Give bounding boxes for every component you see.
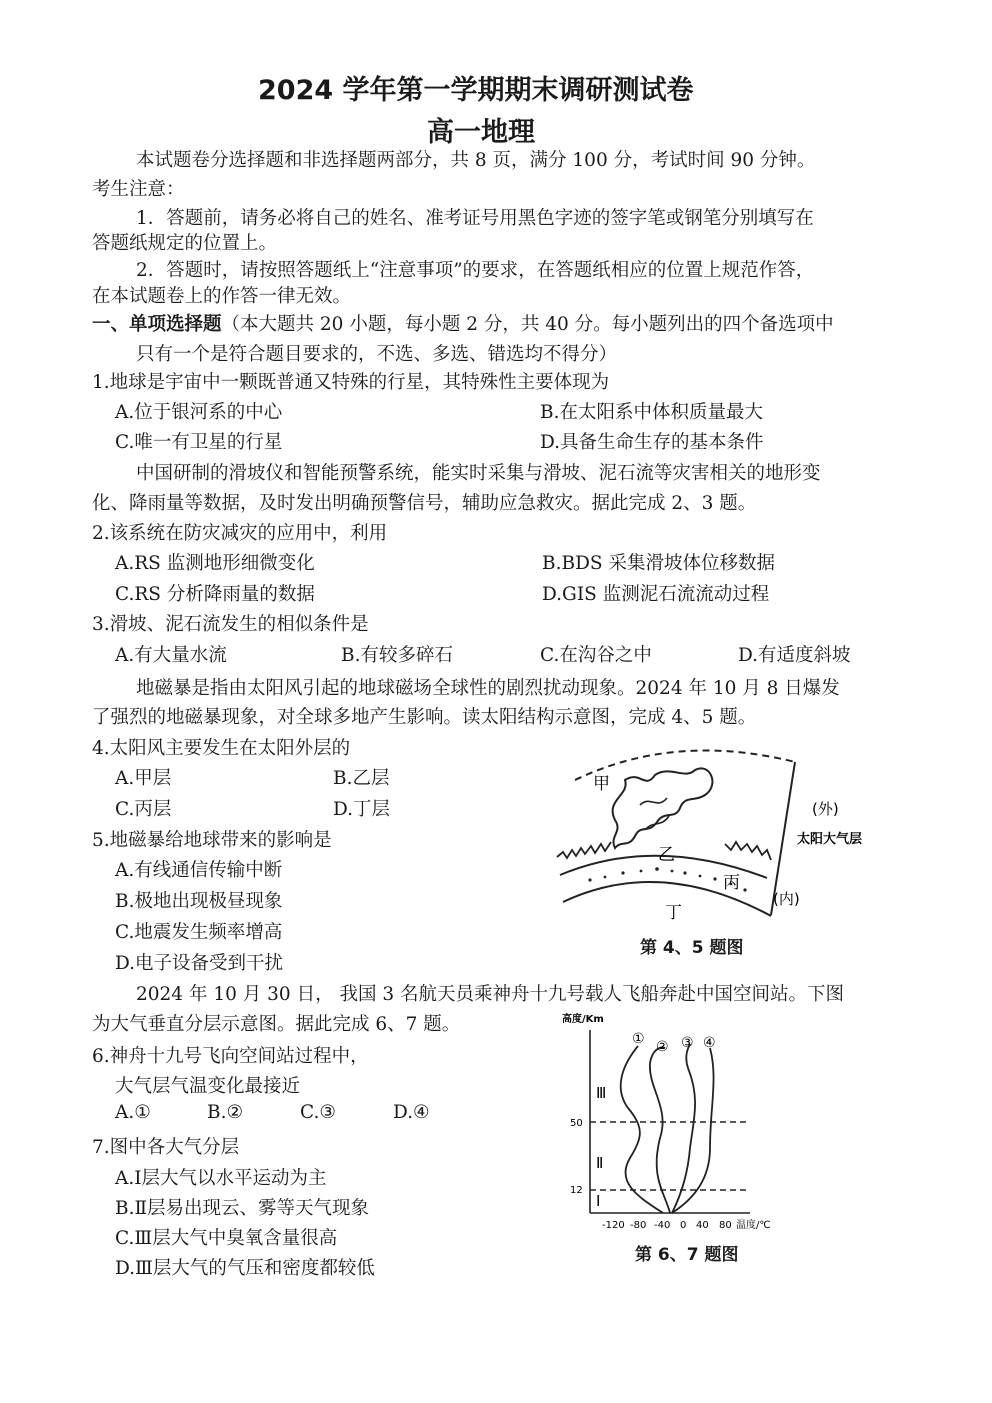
q5-stem: 5.地磁暴给地球带来的影响是 <box>92 830 332 851</box>
section-heading-line <box>92 310 834 336</box>
q7-option-c: C.Ⅲ层大气中臭氧含量很高 <box>115 1228 338 1249</box>
exam-subject: 高一地理 <box>427 117 535 148</box>
q2-stem: 2.该系统在防灾减灾的应用中，利用 <box>92 523 388 544</box>
layer-2-label: Ⅱ <box>596 1154 604 1172</box>
section-heading: 一、单项选择题 <box>92 314 222 335</box>
passage45-line2: 了强烈的地磁暴现象，对全球多地产生影响。读太阳结构示意图，完成 4、5 题。 <box>92 707 757 728</box>
notice-1a: 1．答题前，请务必将自己的姓名、准考证号用黑色字迹的签字笔或钢笔分别填写在 <box>136 208 814 229</box>
label-ding: 丁 <box>665 903 682 923</box>
q3-option-a: A.有大量水流 <box>115 645 227 666</box>
layer-1-label: Ⅰ <box>596 1192 601 1210</box>
q2-option-d: D.GIS 监测泥石流流动过程 <box>542 584 770 605</box>
notice-title: 考生注意： <box>92 179 185 200</box>
notice-1b: 答题纸规定的位置上。 <box>92 233 278 254</box>
label-atmosphere: 太阳大气层 <box>797 832 863 847</box>
q3-option-c: C.在沟谷之中 <box>540 645 652 666</box>
y-tick-50: 50 <box>570 1118 583 1129</box>
passage23-line2: 化、降雨量等数据，及时发出明确预警信号，辅助应急救灾。据此完成 2、3 题。 <box>92 493 757 514</box>
q6-option-d: D.④ <box>393 1102 430 1123</box>
q5-option-b: B.极地出现极昼现象 <box>115 891 283 912</box>
label-bing: 丙 <box>723 873 740 893</box>
x-tick-80: 80 <box>719 1220 732 1231</box>
q3-stem: 3.滑坡、泥石流发生的相似条件是 <box>92 614 369 635</box>
label-yi: 乙 <box>658 845 675 865</box>
q6-stem-b: 大气层气温变化最接近 <box>115 1076 301 1097</box>
q4-stem: 4.太阳风主要发生在太阳外层的 <box>92 738 351 759</box>
q6-option-a: A.① <box>115 1102 151 1123</box>
figure67-caption: 第 6、7 题图 <box>635 1245 739 1265</box>
curve-2 <box>650 1048 670 1213</box>
q6-stem-a: 6.神舟十九号飞向空间站过程中， <box>92 1046 369 1067</box>
q7-stem: 7.图中各大气分层 <box>92 1137 240 1158</box>
q4-option-d: D.丁层 <box>333 799 391 820</box>
q7-option-a: A.Ⅰ层大气以水平运动为主 <box>115 1168 327 1189</box>
q2-option-c: C.RS 分析降雨量的数据 <box>115 584 315 605</box>
sun-structure-diagram <box>545 740 895 955</box>
label-jia: 甲 <box>593 774 610 794</box>
q3-option-d: D.有适度斜坡 <box>738 645 851 666</box>
q4-option-a: A.甲层 <box>115 768 172 789</box>
curve-label-2: ② <box>656 1039 669 1055</box>
passage45-line1: 地磁暴是指由太阳风引起的地球磁场全球性的剧烈扰动现象。2024 年 10 月 8 日爆发 <box>136 678 840 699</box>
passage67-line2: 为大气垂直分层示意图。据此完成 6、7 题。 <box>92 1014 461 1035</box>
curve-3 <box>672 1044 695 1213</box>
passage23-line1: 中国研制的滑坡仪和智能预警系统，能实时采集与滑坡、泥石流等灾害相关的地形变 <box>136 463 821 484</box>
notice-2b: 在本试题卷上的作答一律无效。 <box>92 286 352 307</box>
passage67-line1: 2024 年 10 月 30 日， 我国 3 名航天员乘神舟十九号载人飞船奔赴中国空间站。下图 <box>136 984 844 1005</box>
layer-3-label: Ⅲ <box>596 1084 607 1102</box>
q7-option-d: D.Ⅲ层大气的气压和密度都较低 <box>115 1258 375 1279</box>
q7-option-b: B.Ⅱ层易出现云、雾等天气现象 <box>115 1198 370 1219</box>
figure45-caption: 第 4、5 题图 <box>640 938 744 958</box>
q1-option-c: C.唯一有卫星的行星 <box>115 432 283 453</box>
y-tick-12: 12 <box>570 1185 583 1196</box>
section-desc-a: （本大题共 20 小题，每小题 2 分，共 40 分。每小题列出的四个备选项中 <box>221 314 834 335</box>
x-tick-neg80: -80 <box>630 1220 647 1231</box>
curve-label-1: ① <box>632 1031 645 1047</box>
x-tick-40: 40 <box>696 1220 709 1231</box>
section-desc-b: 只有一个是符合题目要求的，不选、多选、错选均不得分） <box>136 344 618 365</box>
x-axis-label: 温度/℃ <box>736 1220 771 1231</box>
y-axis-label: 高度/Km <box>562 1014 604 1025</box>
x-tick-0: 0 <box>680 1220 687 1231</box>
q5-option-d: D.电子设备受到干扰 <box>115 953 284 974</box>
q2-option-a: A.RS 监测地形细微变化 <box>115 553 315 574</box>
exam-title: 2024 学年第一学期期末调研测试卷 <box>258 75 694 106</box>
x-tick-neg120: -120 <box>602 1220 625 1231</box>
q1-option-b: B.在太阳系中体积质量最大 <box>540 402 763 423</box>
notice-2a: 2．答题时，请按照答题纸上“注意事项”的要求，在答题纸相应的位置上规范作答， <box>136 260 815 281</box>
q1-stem: 1.地球是宇宙中一颗既普通又特殊的行星，其特殊性主要体现为 <box>92 372 610 393</box>
q1-option-d: D.具备生命生存的基本条件 <box>540 432 764 453</box>
q5-option-c: C.地震发生频率增高 <box>115 922 283 943</box>
q2-option-b: B.BDS 采集滑坡体位移数据 <box>542 553 775 574</box>
q4-option-c: C.丙层 <box>115 799 172 820</box>
curve-label-4: ④ <box>703 1035 716 1051</box>
label-outer: (外) <box>812 800 839 818</box>
q4-option-b: B.乙层 <box>333 768 390 789</box>
prominence-shape <box>613 768 713 848</box>
q6-option-c: C.③ <box>300 1102 336 1123</box>
curve-1 <box>621 1046 663 1213</box>
q6-option-b: B.② <box>207 1102 244 1123</box>
q1-option-a: A.位于银河系的中心 <box>115 402 283 423</box>
x-tick-neg40: -40 <box>654 1220 671 1231</box>
intro-line: 本试题卷分选择题和非选择题两部分，共 8 页，满分 100 分，考试时间 90 分钟。 <box>136 150 816 171</box>
atmosphere-layers-diagram <box>560 1008 800 1238</box>
curve-label-3: ③ <box>681 1035 694 1051</box>
q3-option-b: B.有较多碎石 <box>341 645 453 666</box>
label-inner: (内) <box>773 890 800 908</box>
q5-option-a: A.有线通信传输中断 <box>115 860 283 881</box>
